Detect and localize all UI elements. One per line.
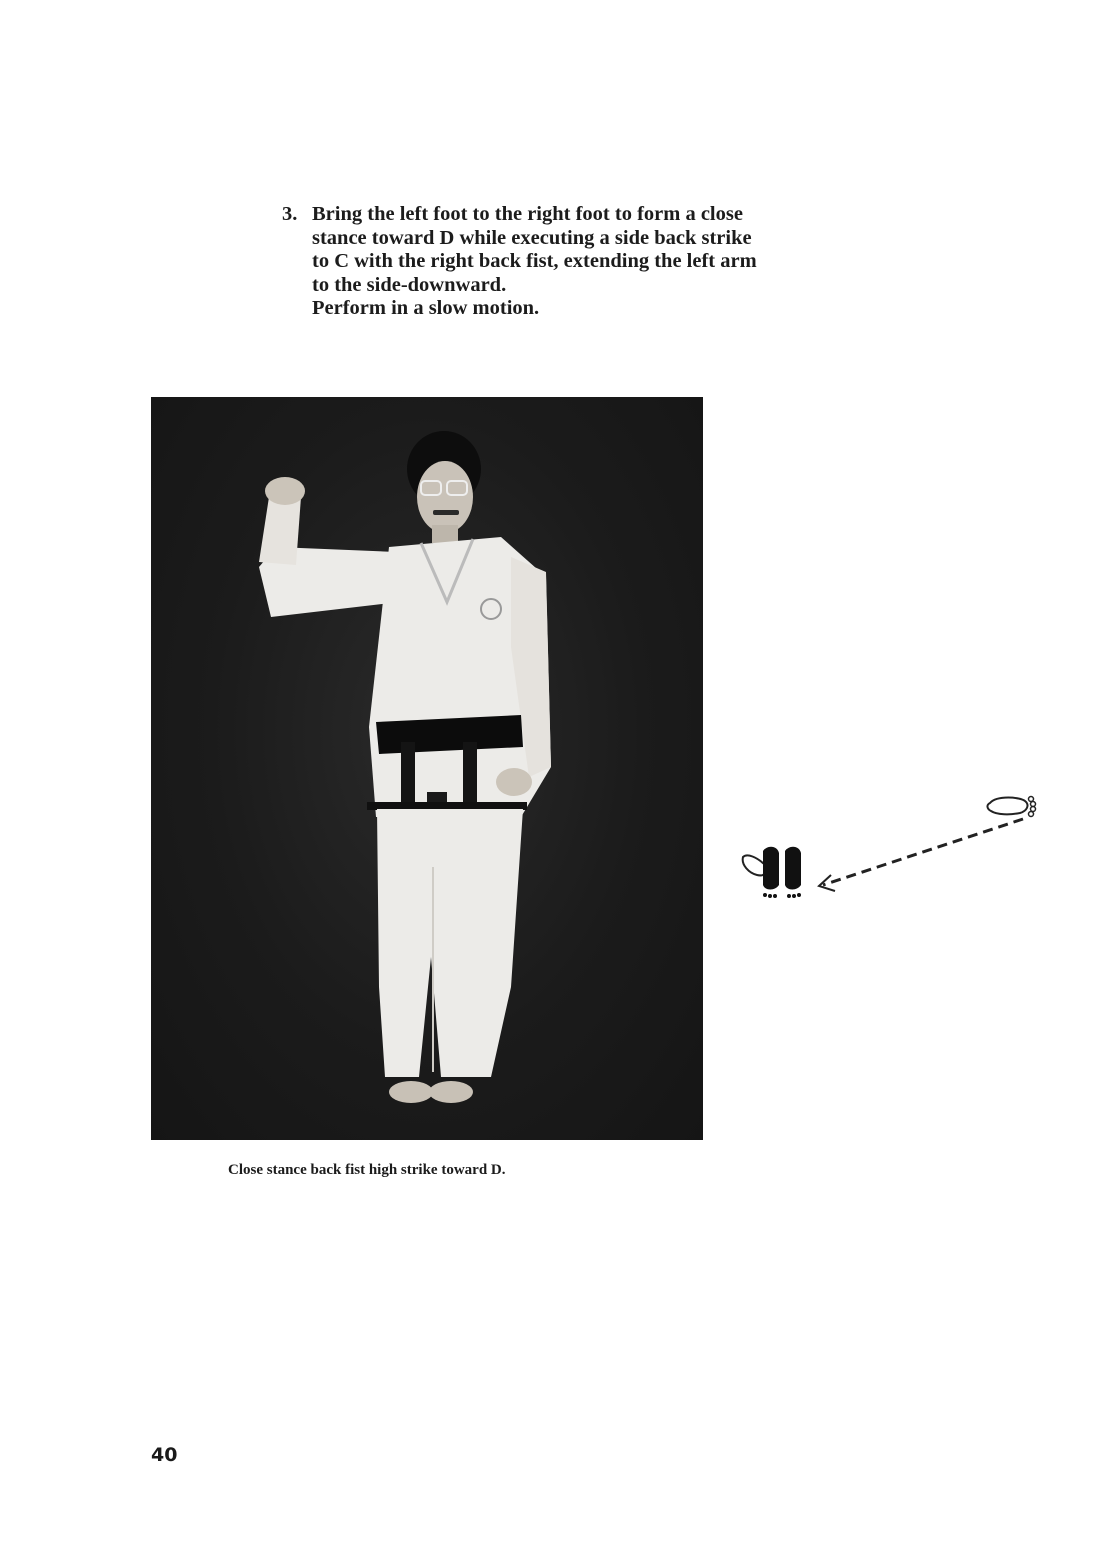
feet-close-stance-icon: [743, 847, 801, 898]
instruction-text: [312, 203, 882, 321]
martial-artist-photo: [151, 397, 703, 1140]
instruction-line: Perform in a slow motion.: [312, 297, 540, 319]
instruction-step: [282, 203, 882, 321]
instruction-line: stance toward D while executing a side back strike: [312, 226, 752, 249]
foot-outline-icon: [987, 797, 1035, 817]
page-number: 40: [151, 1444, 178, 1466]
instruction-line: Bring the left foot to the right foot to form a close: [312, 203, 743, 225]
instruction-line: to the side-downward.: [312, 273, 507, 296]
footstep-diagram: [735, 785, 1045, 910]
figure-illustration-icon: [151, 397, 703, 1140]
photo-caption: Close stance back fist high strike toward D.: [228, 1162, 506, 1178]
step-number: 3.: [282, 203, 298, 225]
footstep-arrow-icon: [735, 785, 1045, 910]
instruction-line: to C with the right back fist, extending the left arm: [312, 250, 757, 272]
